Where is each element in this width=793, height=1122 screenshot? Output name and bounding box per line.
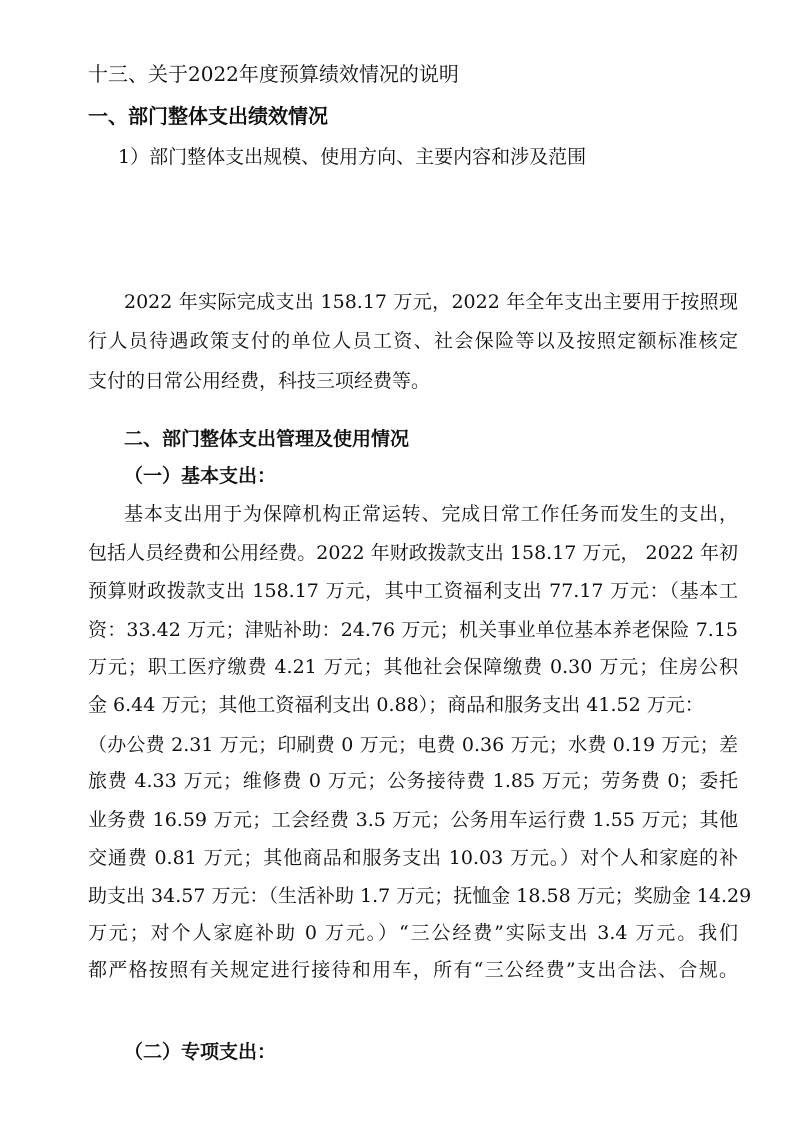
paragraph-line: 包括人员经费和公用经费。2022 年财政拨款支出 158.17 万元， 2022 年初 (88, 542, 738, 564)
paragraph-line: 资：33.42 万元；津贴补助：24.76 万元；机关事业单位基本养老保险 7.15 (88, 619, 738, 641)
paragraph-line: 预算财政拨款支出 158.17 万元，其中工资福利支出 77.17 万元：（基本工 (88, 580, 738, 602)
section-heading: 一、部门整体支出绩效情况 (88, 104, 328, 128)
paragraph-line: 基本支出用于为保障机构正常运转、完成日常工作任务而发生的支出， (124, 503, 738, 525)
paragraph-line: 旅费 4.33 万元；维修费 0 万元；公务接待费 1.85 万元；劳务费 0；委托 (88, 770, 738, 792)
page-title: 十三、关于2022年度预算绩效情况的说明 (88, 62, 459, 86)
paragraph-line: 助支出 34.57 万元：（生活补助 1.7 万元；抚恤金 18.58 万元；奖励金 14.29 (88, 885, 752, 907)
paragraph-line: 行人员待遇政策支付的单位人员工资、社会保险等以及按照定额标准核定 (88, 330, 738, 352)
paragraph-line: 2022 年实际完成支出 158.17 万元，2022 年全年支出主要用于按照现 (124, 291, 738, 313)
paragraph-line: （办公费 2.31 万元；印刷费 0 万元；电费 0.36 万元；水费 0.19 万元；差 (88, 734, 738, 756)
paragraph-line: 万元；对个人家庭补助 0 万元。）“三公经费”实际支出 3.4 万元。我们 (88, 922, 738, 944)
paragraph-line: 业务费 16.59 万元；工会经费 3.5 万元；公务用车运行费 1.55 万元；其他 (88, 809, 738, 831)
subsection-heading: 1）部门整体支出规模、使用方向、主要内容和涉及范围 (118, 146, 587, 168)
paragraph-line: 交通费 0.81 万元；其他商品和服务支出 10.03 万元。）对个人和家庭的补 (88, 847, 738, 869)
section-heading: 二、部门整体支出管理及使用情况 (124, 428, 410, 450)
subsection-heading: （一）基本支出： (124, 465, 277, 487)
paragraph-line: 都严格按照有关规定进行接待和用车，所有“三公经费”支出合法、合规。 (88, 959, 738, 981)
paragraph-line: 万元；职工医疗缴费 4.21 万元；其他社会保障缴费 0.30 万元；住房公积 (88, 656, 738, 678)
paragraph-line: 金 6.44 万元；其他工资福利支出 0.88）；商品和服务支出 41.52 万元： (88, 694, 704, 716)
subsection-heading: （二）专项支出： (124, 1041, 277, 1063)
paragraph-line: 支付的日常公用经费，科技三项经费等。 (88, 370, 431, 392)
